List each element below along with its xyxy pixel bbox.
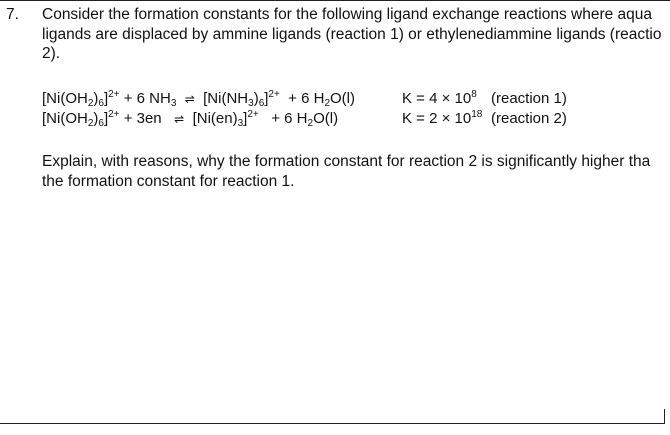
r1-reactant-charge: 2+ bbox=[108, 89, 120, 100]
intro-line-3: 2). bbox=[42, 45, 61, 62]
r1-reactant-sub2: 6 bbox=[98, 98, 104, 109]
intro-line-2: ligands are displaced by ammine ligands (reaction 1) or ethylenediammine ligands (reactio bbox=[42, 25, 662, 43]
r1-k-exponent: 8 bbox=[471, 89, 477, 100]
reaction-2-label: (reaction 2) bbox=[491, 110, 567, 127]
question-intro bbox=[42, 5, 661, 64]
r2-water-end: O(l) bbox=[313, 110, 339, 127]
reaction-2-equation bbox=[42, 109, 338, 129]
equilibrium-arrow-icon: ⇌ bbox=[174, 112, 185, 126]
r2-reactant-text: [Ni(OH bbox=[42, 110, 88, 127]
equilibrium-arrow-icon: ⇌ bbox=[184, 92, 195, 106]
r1-reactant-end: ] bbox=[103, 90, 109, 107]
r2-reactant-end: ] bbox=[103, 110, 109, 127]
r1-reactant-mid: ) bbox=[93, 90, 99, 107]
r2-k-exponent: 18 bbox=[471, 109, 483, 120]
r2-water-sub: 2 bbox=[307, 118, 314, 129]
r2-product-charge: 2+ bbox=[247, 109, 259, 120]
r1-product-sub1: 3 bbox=[248, 98, 254, 109]
top-border-line bbox=[0, 0, 670, 1]
reaction-1-equation bbox=[42, 89, 355, 109]
r1-ammonia-sub: 3 bbox=[170, 98, 177, 109]
r1-water-end: O(l) bbox=[330, 90, 355, 107]
explain-line-1: Explain, with reasons, why the formation constant for reaction 2 is significantly higher tha bbox=[42, 153, 651, 170]
question-number: 7. bbox=[6, 6, 19, 23]
r1-plus-ammonia: + 6 NH bbox=[119, 90, 171, 107]
r2-product-text: [Ni(en) bbox=[192, 110, 238, 127]
r2-product-sub: 3 bbox=[237, 118, 244, 129]
r1-product-text: [Ni(NH bbox=[203, 90, 249, 107]
r1-water-sub: 2 bbox=[324, 98, 330, 109]
reaction-1-k-value bbox=[402, 89, 477, 109]
r2-reactant-sub1: 2 bbox=[87, 118, 94, 129]
reaction-1-label: (reaction 1) bbox=[491, 90, 567, 107]
r2-reactant-charge: 2+ bbox=[108, 109, 120, 120]
answer-box-bottom-border bbox=[0, 423, 664, 424]
r1-product-charge: 2+ bbox=[268, 89, 280, 100]
r2-plus-en: + 3en bbox=[119, 110, 162, 127]
r2-product-end: ] bbox=[243, 110, 248, 127]
r1-k-prefix: K = 4 × 10 bbox=[402, 90, 472, 107]
reaction-2-k-value bbox=[402, 109, 482, 129]
r1-product-mid: ) bbox=[253, 90, 259, 107]
r1-reactant-text: [Ni(OH bbox=[42, 90, 88, 107]
question-prompt bbox=[42, 152, 650, 191]
r2-plus-water: + 6 H bbox=[267, 110, 308, 127]
intro-line-1: Consider the formation constants for the following ligand exchange reactions where aqua bbox=[42, 6, 653, 23]
r1-product-sub2: 6 bbox=[258, 98, 265, 109]
r2-k-prefix: K = 2 × 10 bbox=[402, 110, 472, 127]
r1-product-end: ] bbox=[264, 90, 269, 107]
r1-plus-water: + 6 H bbox=[284, 90, 325, 107]
r2-reactant-mid: ) bbox=[93, 110, 99, 127]
explain-line-2: the formation constant for reaction 1. bbox=[42, 172, 295, 190]
r2-reactant-sub2: 6 bbox=[98, 118, 104, 129]
answer-box-right-border bbox=[664, 409, 665, 424]
r1-reactant-sub1: 2 bbox=[87, 98, 94, 109]
